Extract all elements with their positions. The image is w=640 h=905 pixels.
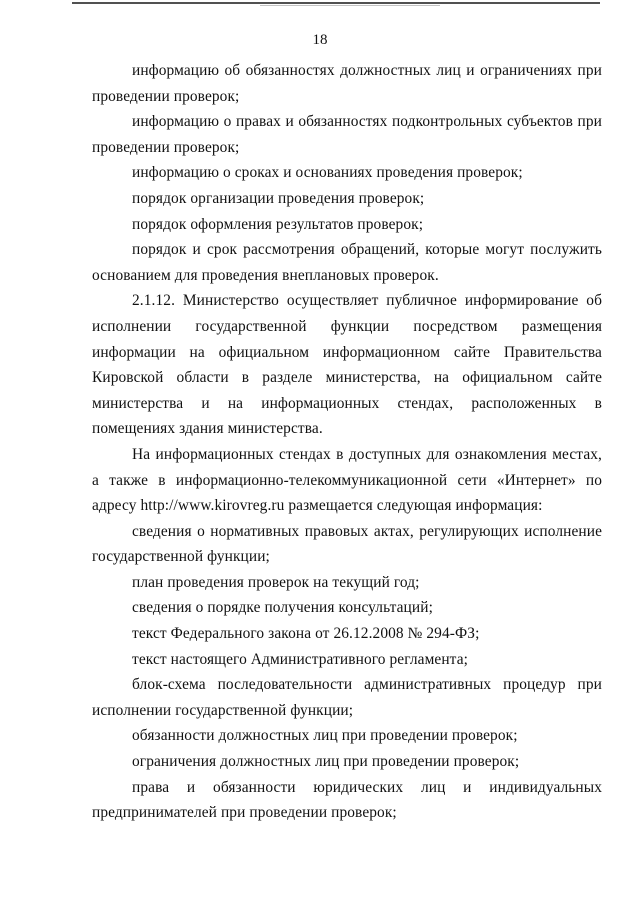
paragraph: На информационных стендах в доступных для ознакомления местах, а также в информационно-телекоммуникационной сети «Интернет» по адресу http://www.kirovreg.ru размещается следующая информация: [92, 445, 602, 515]
paragraph: порядок и срок рассмотрения обращений, которые могут послужить основанием для проведения внеплановых проверок. [92, 241, 602, 284]
paragraph: текст Федерального закона от 26.12.2008 № 294-ФЗ; [132, 625, 480, 643]
paragraph: блок-схема последовательности административных процедур при исполнении государственной функции; [92, 676, 602, 719]
paragraph: 2.1.12. Министерство осуществляет публичное информирование об исполнении государственной функции посредством размещения информации на официальном информационном сайте Правительства Кировской области в разделе министерства, на официальном сайте министерства и на информационных стендах, расположенных в помещениях здания министерства. [92, 292, 602, 438]
paragraph: текст настоящего Административного регламента; [132, 650, 469, 668]
document-body [92, 58, 602, 826]
scan-edge-line-faint [260, 5, 440, 6]
paragraph: информацию о сроках и основаниях проведения проверок; [132, 164, 523, 182]
paragraph: порядок оформления результатов проверок; [132, 215, 424, 233]
paragraph: информацию об обязанностях должностных лиц и ограничениях при проведении проверок; [92, 62, 602, 105]
paragraph: ограничения должностных лиц при проведении проверок; [132, 753, 520, 771]
paragraph: права и обязанности юридических лиц и индивидуальных предпринимателей при проведении проверок; [92, 778, 602, 822]
paragraph: план проведения проверок на текущий год; [132, 573, 420, 591]
page-number: 18 [312, 32, 328, 48]
paragraph: сведения о порядке получения консультаций; [132, 599, 433, 617]
paragraph: порядок организации проведения проверок; [132, 189, 425, 207]
paragraph: сведения о нормативных правовых актах, регулирующих исполнение государственной функции; [92, 522, 602, 566]
paragraph: информацию о правах и обязанностях подконтрольных субъектов при проведении проверок; [92, 113, 602, 156]
scan-edge-line [72, 2, 600, 4]
paragraph: обязанности должностных лиц при проведении проверок; [132, 727, 518, 745]
